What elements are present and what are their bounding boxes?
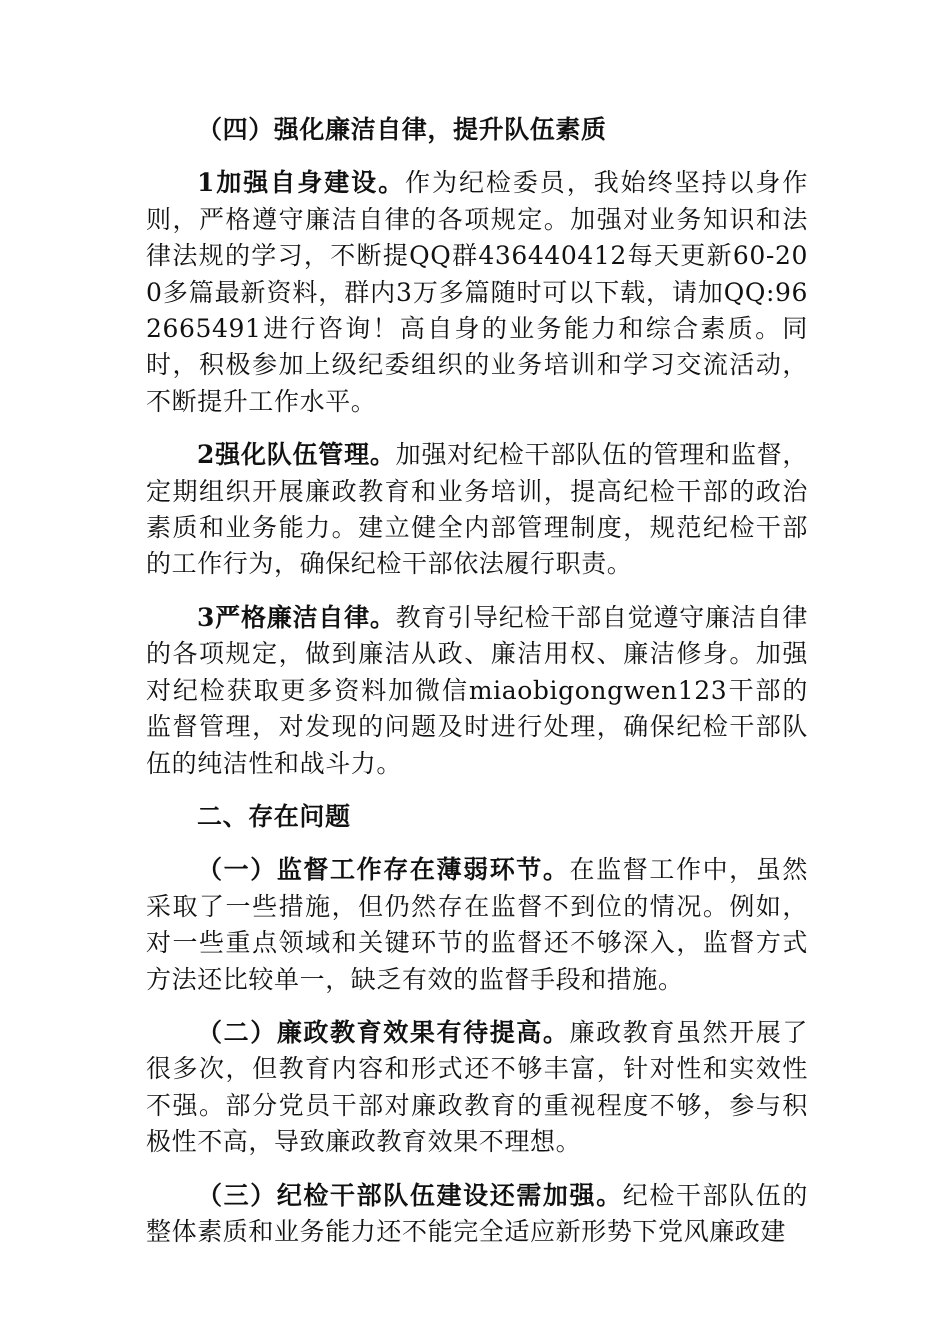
problem-lead: （三）纪检干部队伍建设还需加强。: [197, 1180, 623, 1210]
problem-supervision-weakness: [146, 852, 808, 998]
spacer: [146, 583, 808, 600]
spacer: [146, 1161, 808, 1178]
item-strict-self-discipline: [146, 600, 808, 782]
spacer: [146, 148, 808, 165]
item-lead: 1加强自身建设。: [197, 168, 406, 198]
spacer: [146, 420, 808, 437]
item-strengthen-self-building: [146, 165, 808, 420]
item-text: 作为纪检委员，我始终坚持以身作则，严格遵守廉洁自律的各项规定。加强对业务知识和法律法规的学习，不断提QQ群436440412每天更新60-200多篇最新资料，群内3万多篇随时可以下载，请加QQ:962665491进行咨询！高自身的业务能力和综合素质。同时，积极参加上级纪委组织的业务培训和学习交流活动，不断提升工作水平。: [146, 168, 808, 416]
item-lead: 2强化队伍管理。: [197, 440, 396, 470]
problem-education-effect: [146, 1015, 808, 1161]
document-page: [146, 112, 808, 1250]
problem-text: 纪检干部队伍的整体素质和业务能力还不能完全适应新形势下党风廉政建: [146, 1180, 809, 1246]
item-text: 教育引导纪检干部自觉遵守廉洁自律的各项规定，做到廉洁从政、廉洁用权、廉洁修身。加强对纪检获取更多资料加微信miaobigongwen123干部的监督管理，对发现的问题及时进行处理，确保纪检干部队伍的纯洁性和战斗力。: [146, 602, 808, 778]
item-lead: 3严格廉洁自律。: [197, 602, 396, 632]
section-four-heading: （四）强化廉洁自律，提升队伍素质: [197, 115, 607, 144]
item-text: 加强对纪检干部队伍的管理和监督，定期组织开展廉政教育和业务培训，提高纪检干部的政治素质和业务能力。建立健全内部管理制度，规范纪检干部的工作行为，确保纪检干部依法履行职责。: [146, 440, 808, 579]
problem-team-building: [146, 1178, 808, 1251]
problem-text: 在监督工作中，虽然采取了一些措施，但仍然存在监督不到位的情况。例如，对一些重点领域和关键环节的监督还不够深入，监督方式方法还比较单一，缺乏有效的监督手段和措施。: [146, 855, 809, 994]
problem-text: 廉政教育虽然开展了很多次，但教育内容和形式还不够丰富，针对性和实效性不强。部分党员干部对廉政教育的重视程度不够，参与积极性不高，导致廉政教育效果不理想。: [146, 1017, 809, 1157]
spacer: [146, 782, 808, 799]
item-strengthen-team-management: [146, 437, 808, 583]
spacer: [146, 835, 808, 852]
spacer: [146, 998, 808, 1015]
problem-lead: （二）廉政教育效果有待提高。: [197, 1017, 570, 1047]
section-two-heading: 二、存在问题: [197, 801, 351, 831]
problem-lead: （一）监督工作存在薄弱环节。: [197, 855, 570, 885]
